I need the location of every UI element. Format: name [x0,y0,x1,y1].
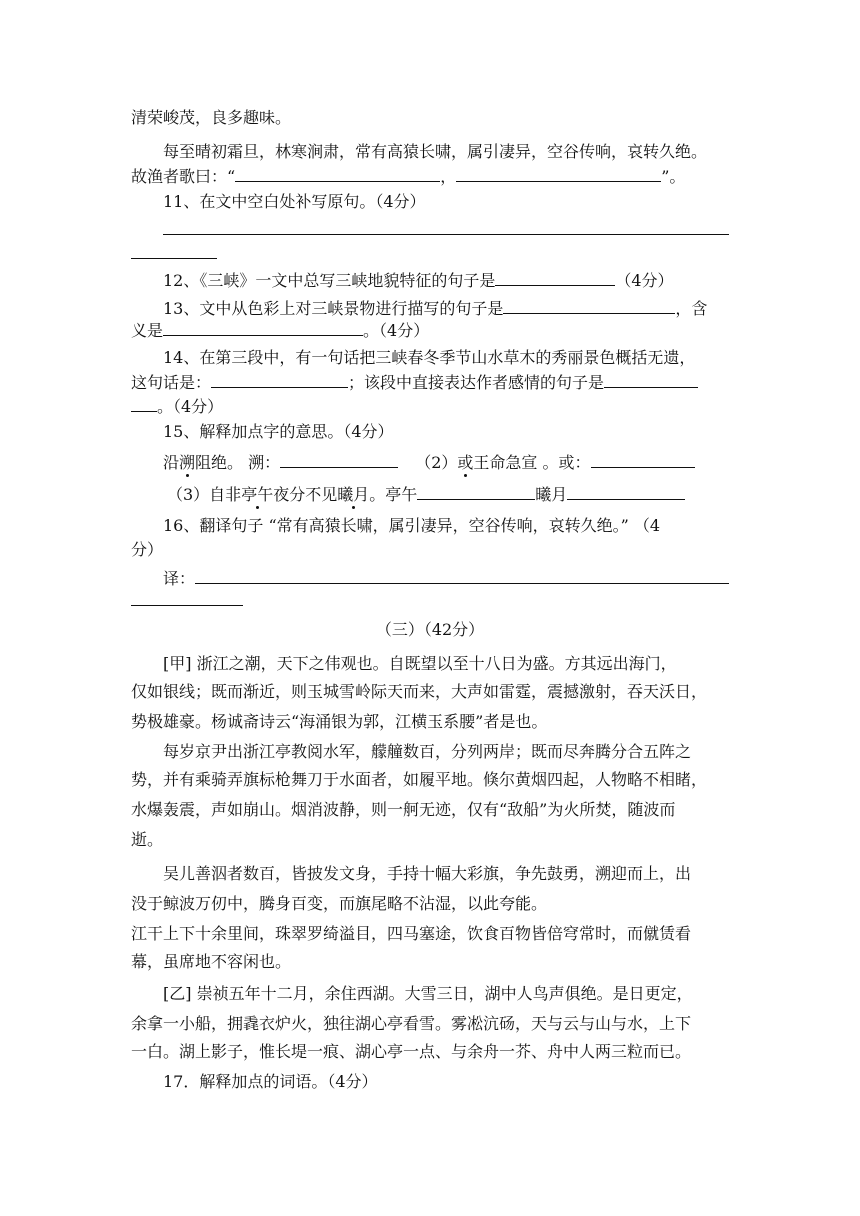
passage-jia-line: 势极雄豪。杨诚斋诗云“海涌银为郭，江横玉系腰”者是也。 [131,712,548,731]
text: 故渔者歌曰：“ [131,167,236,186]
question-16-answer [163,568,729,589]
answer-blank[interactable] [131,396,157,412]
passage-jia-line: 幕，虽席地不容闲也。 [131,952,292,971]
passage-jia-line: 江干上下十余里间，珠翠罗绮溢目，四马塞途，饮食百物皆倍穹常时，而僦赁看 [131,924,692,943]
fill-line-fisherman-song [131,166,685,187]
answer-blank[interactable] [591,452,695,468]
text: 。亭午 [369,485,418,504]
answer-blank[interactable] [567,484,685,500]
answer-blank[interactable] [456,166,661,182]
text: 。（4分） [157,397,224,416]
question-13 [163,298,707,319]
dotted-char: 或 [457,453,474,472]
text: 译： [163,569,196,588]
answer-blank[interactable] [503,298,675,314]
text: ， [440,167,457,186]
text: 沿 [163,453,180,472]
passage-jia-line: 势，并有乘骑弄旗标枪舞刀于水面者，如履平地。倏尔黄烟四起，人物略不相睹， [131,770,708,789]
text: 阻绝。 溯： [195,453,281,472]
passage-jia-line: [甲] 浙江之潮，天下之伟观也。自既望以至十八日为盛。方其远出海门， [163,654,677,673]
text: 王命急宣 。或： [473,453,591,472]
answer-blank[interactable] [280,452,398,468]
answer-blank[interactable] [235,166,440,182]
passage-jia-line: 吴儿善泅者数百，皆披发文身，手持十幅大彩旗，争先鼓勇，溯迎而上，出 [163,864,692,883]
passage-jia-line: 没于鲸波万仞中，腾身百变，而旗尾略不沾湿，以此夸能。 [131,894,548,913]
question-14-end [131,396,223,417]
text: （3）自非 [167,485,242,504]
text: 13、文中从色彩上对三峡景物进行描写的句子是 [163,299,504,318]
passage-line: 清荣峻茂，良多趣味。 [131,108,292,127]
answer-line[interactable] [131,605,243,606]
question-15: 15、解释加点字的意思。（4分） [163,422,394,441]
text: 这句话是： [131,373,212,392]
question-16-cont: 分） [131,540,164,559]
question-17: 17．解释加点的词语。（4分） [163,1072,378,1091]
question-12 [163,270,674,291]
text: 12、《三峡》一文中总写三峡地貌特征的句子是 [163,271,496,290]
text: ；该段中直接表达作者感情的句子是 [348,373,605,392]
passage-line: 每至晴初霜旦，林寒涧肃，常有高猿长啸，属引凄异，空谷传响，哀转久绝。 [163,142,708,161]
answer-blank[interactable] [195,568,729,584]
text: ”。 [661,167,686,186]
passage-jia-line: 水爆轰震，声如崩山。烟消波静，则一舸无迹，仅有“敌船”为火所焚，随波而 [131,800,676,819]
answer-blank[interactable] [211,372,348,388]
dotted-char: 亭午 [241,485,274,504]
text: 义是 [131,321,164,340]
dotted-char: 曦月 [337,485,370,504]
text: （2） [415,453,458,472]
section-heading: （三）（42分） [375,620,485,639]
question-15-part3 [167,484,685,505]
question-15-part1 [163,452,695,473]
passage-jia-line: 每岁京尹出浙江亭教阅水军，艨艟数百，分列两岸；既而尽奔腾分合五阵之 [163,742,692,761]
text: 曦月 [535,485,568,504]
passage-jia-line: 逝。 [131,830,164,849]
answer-blank[interactable] [495,270,615,286]
passage-yi-line: 一白。湖上影子，惟长堤一痕、湖心亭一点、与余舟一芥、舟中人两三粒而已。 [131,1042,692,1061]
passage-yi-line: [乙] 崇祯五年十二月，余住西湖。大雪三日，湖中人鸟声俱绝。是日更定， [163,984,693,1003]
dotted-char: 溯 [179,453,196,472]
passage-jia-line: 仅如银线；既而渐近，则玉城雪岭际天而来，大声如雷霆，震撼激射，吞天沃日， [131,682,708,701]
answer-line[interactable] [163,234,729,235]
text: （4分） [615,271,674,290]
answer-blank[interactable] [417,484,535,500]
text: 夜分不见 [273,485,338,504]
passage-yi-line: 余拿一小船，拥毳衣炉火，独往湖心亭看雪。雾凇沆砀，天与云与山与水，上下 [131,1014,692,1033]
answer-line[interactable] [131,258,217,259]
question-14-cont [131,372,698,393]
answer-blank[interactable] [604,372,698,388]
question-13-cont [131,320,429,341]
answer-blank[interactable] [163,320,363,336]
question-14: 14、在第三段中，有一句话把三峡春冬季节山水草木的秀丽景色概括无遗， [163,348,696,367]
text: ，含 [675,299,708,318]
question-11: 11、在文中空白处补写原句。（4分） [163,192,426,211]
text: 。（4分） [363,321,430,340]
question-16: 16、翻译句子 “常有高猿长啸，属引凄异，空谷传响，哀转久绝。” （4 [163,516,661,535]
